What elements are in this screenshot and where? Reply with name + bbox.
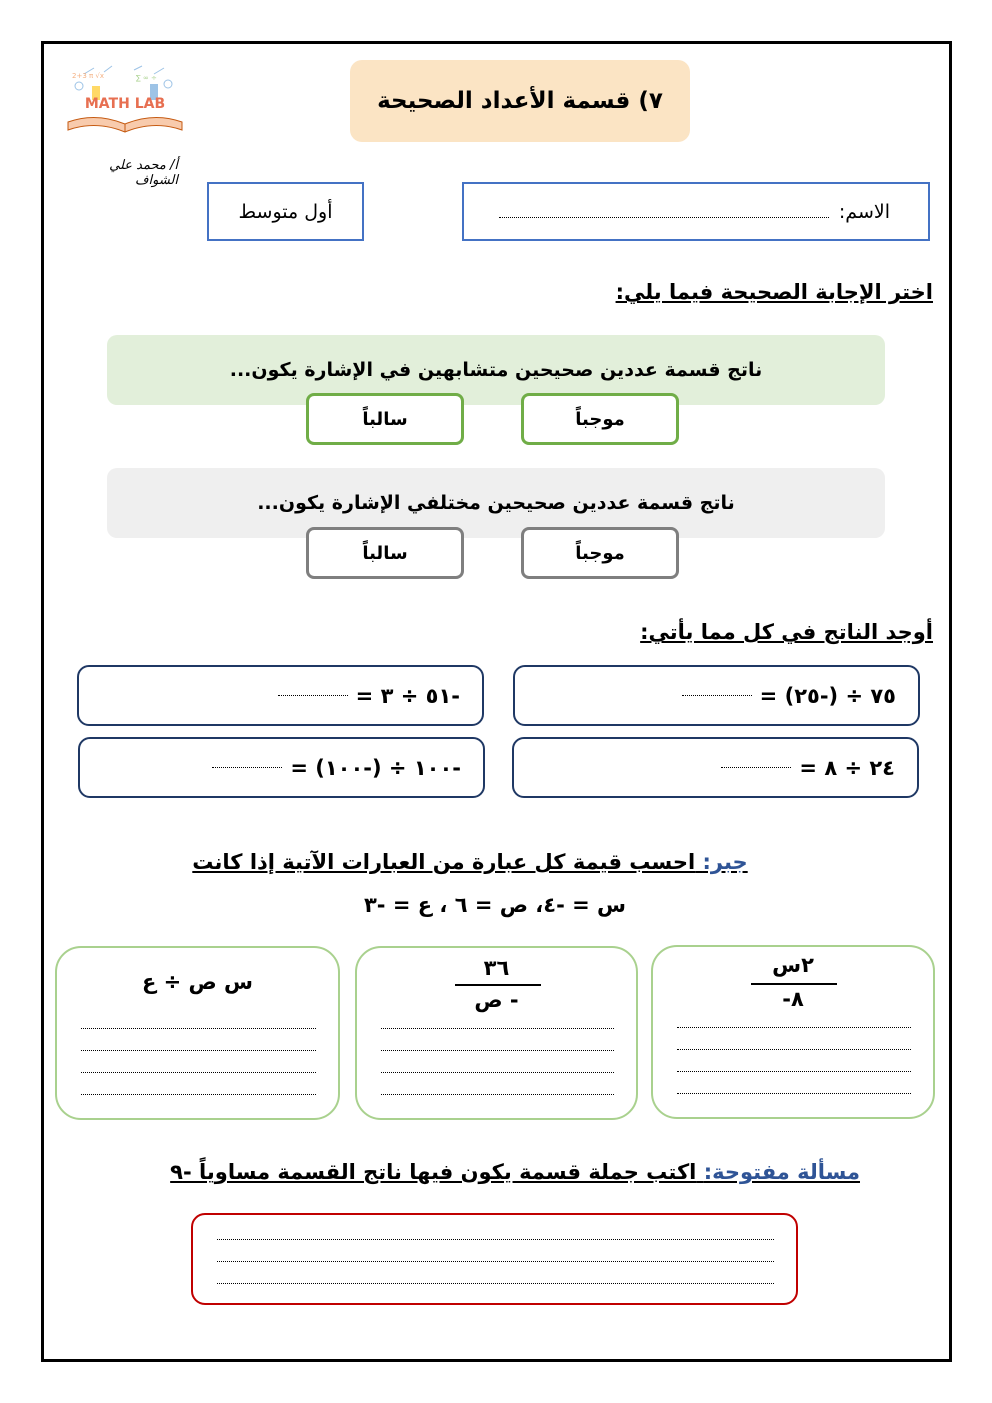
logo-text: MATH LAB (84, 96, 166, 112)
q1-choice-negative-label: سالباً (362, 408, 408, 430)
section1-heading: اختر الإجابة الصحيحة فيما يلي: (615, 280, 933, 304)
section4-heading-line (100, 1160, 860, 1184)
name-blank[interactable] (499, 217, 829, 218)
fraction-bar (751, 983, 837, 985)
algebra-box-3[interactable] (55, 946, 340, 1120)
math-lab-logo (64, 64, 186, 142)
algebra-box-2[interactable] (355, 946, 638, 1120)
exercise-1[interactable] (513, 665, 920, 726)
exercise-1-text: ٧٥ ÷ (-٢٥) = (759, 683, 896, 708)
lesson-title: ٧) قسمة الأعداد الصحيحة (377, 88, 663, 114)
fraction-numerator: ٢س (772, 953, 814, 977)
q2-choice-positive[interactable] (521, 527, 679, 579)
name-label: الاسم: (838, 200, 890, 223)
answer-blank[interactable] (212, 767, 282, 768)
q2-choice-negative[interactable] (306, 527, 464, 579)
section2-heading: أوجد الناتج في كل مما يأتي: (640, 620, 933, 644)
exercise-2[interactable] (77, 665, 484, 726)
question-2-text: ناتج قسمة عددين صحيحين مختلفي الإشارة يكون... (257, 492, 735, 514)
svg-text:2+3 π √x: 2+3 π √x (72, 72, 105, 80)
open-answer-box[interactable] (191, 1213, 798, 1305)
question-2 (107, 468, 885, 538)
algebra-box-1[interactable] (651, 945, 935, 1119)
lesson-title-box (350, 60, 690, 142)
name-box[interactable] (462, 182, 930, 241)
answer-blank[interactable] (721, 767, 791, 768)
q1-choice-positive[interactable] (521, 393, 679, 445)
q1-choice-positive-label: موجباً (575, 408, 625, 430)
teacher-name: أ/ محمد علي الشواف (109, 158, 178, 188)
section3-heading: احسب قيمة كل عبارة من العبارات الآتية إذا كانت (192, 850, 696, 874)
svg-text:∑ ∞ ÷: ∑ ∞ ÷ (136, 74, 157, 82)
exercise-2-text: -٥١ ÷ ٣ = (355, 683, 460, 708)
exercise-3-text: ٢٤ ÷ ٨ = (799, 755, 895, 780)
q1-choice-negative[interactable] (306, 393, 464, 445)
open-problem-label: مسألة مفتوحة: (703, 1160, 860, 1184)
fraction-denominator: - ص (474, 988, 519, 1012)
grade-box (207, 182, 364, 241)
given-values: س = -٤، ص = ٦ ، ع = -٣ (363, 893, 627, 917)
question-1-text: ناتج قسمة عددين صحيحين متشابهين في الإشارة يكون... (229, 359, 763, 381)
grade-label: أول متوسط (238, 200, 333, 223)
q2-choice-negative-label: سالباً (362, 542, 408, 564)
exercise-3[interactable] (512, 737, 919, 798)
exercise-4[interactable] (78, 737, 485, 798)
question-1 (107, 335, 885, 405)
section4-heading: اكتب جملة قسمة يكون فيها ناتج القسمة مساوياً -٩ (170, 1160, 697, 1184)
expression-text: س ص ÷ ع (141, 970, 254, 994)
fraction-denominator: -٨ (782, 987, 804, 1011)
exercise-4-text: -١٠٠ ÷ (-١٠٠) = (290, 755, 461, 780)
fraction-bar (455, 984, 541, 986)
answer-blank[interactable] (278, 695, 348, 696)
algebra-label: جبر: (702, 850, 748, 874)
q2-choice-positive-label: موجباً (575, 542, 625, 564)
answer-blank[interactable] (682, 695, 752, 696)
section3-heading-line (150, 850, 790, 874)
fraction-numerator: ٣٦ (483, 956, 510, 980)
